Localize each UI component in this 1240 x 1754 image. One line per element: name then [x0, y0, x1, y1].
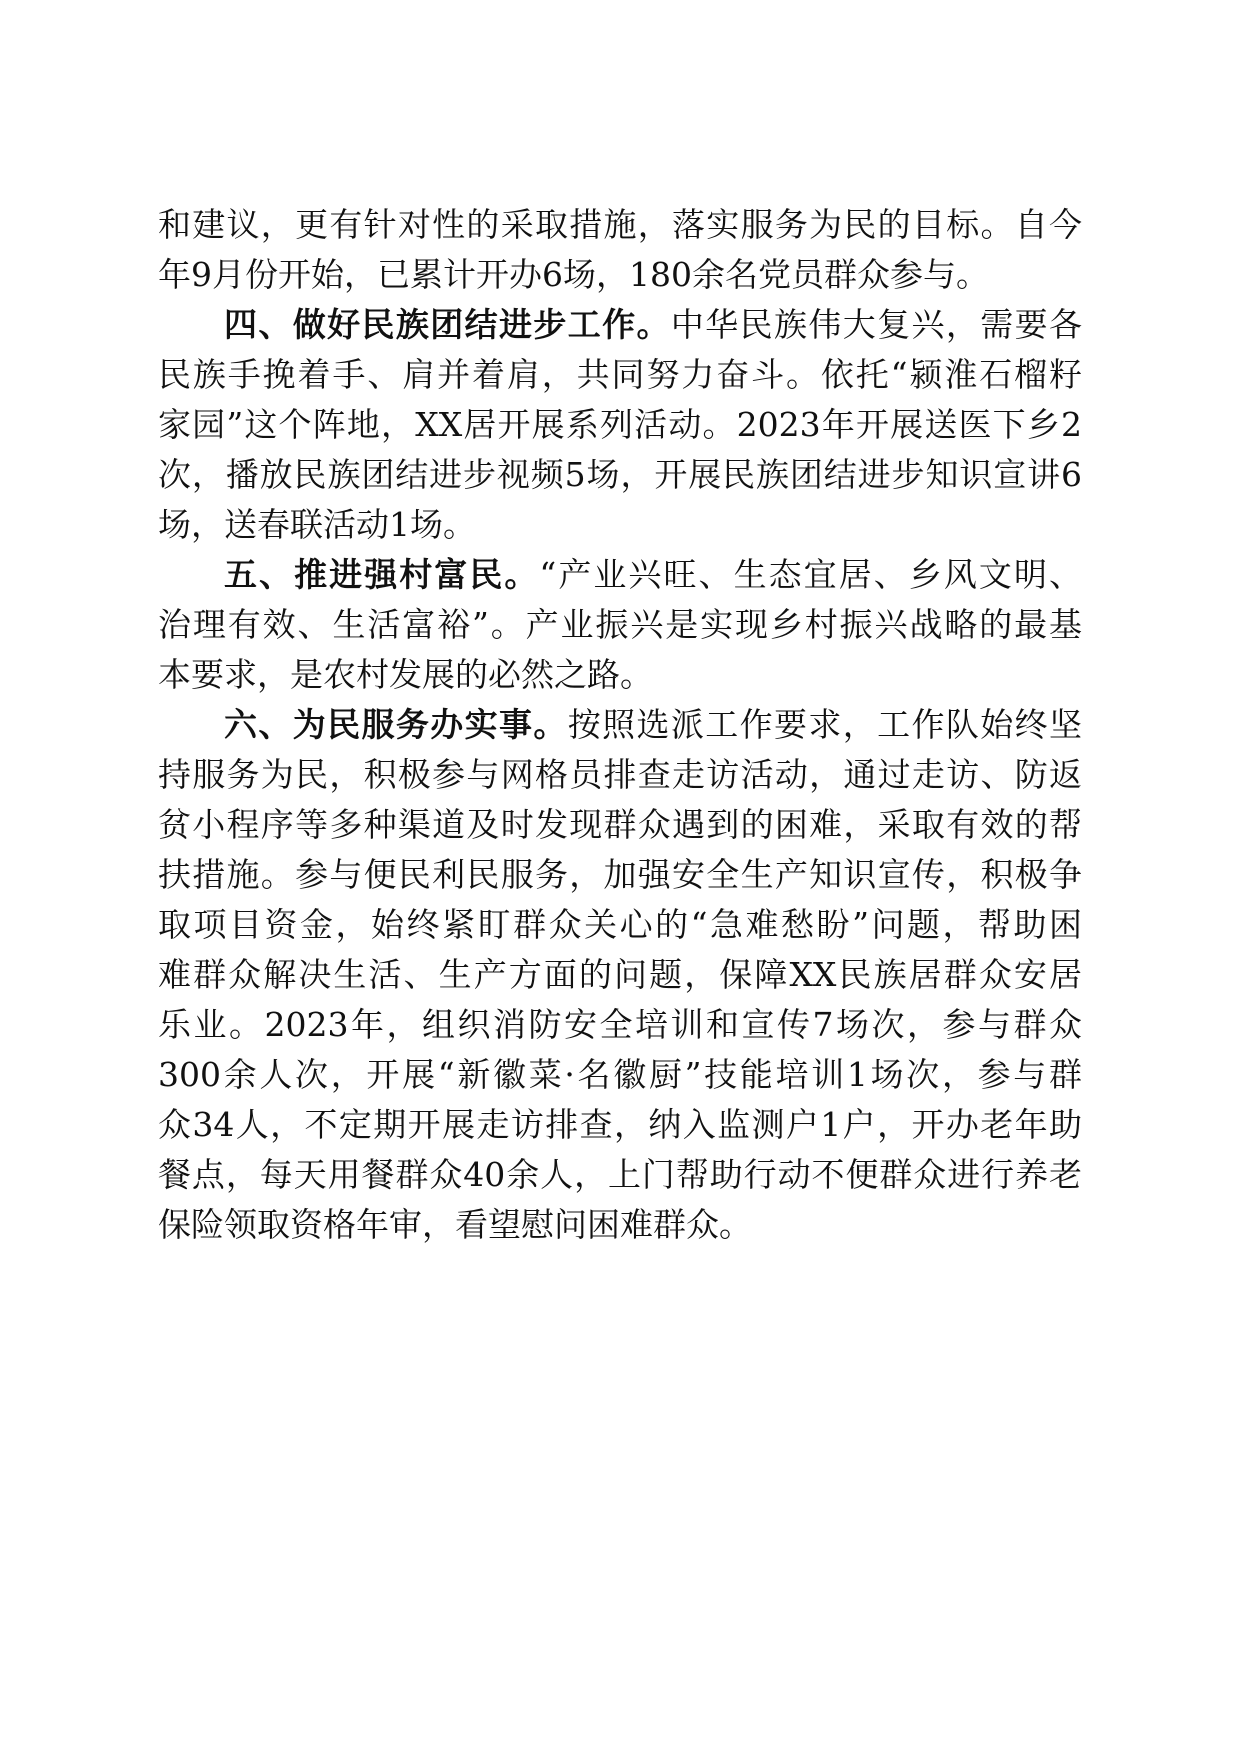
- text-line: 餐点，每天用餐群众40余人，上门帮助行动不便群众进行养老: [158, 1155, 1082, 1194]
- text-line: 扶措施。参与便民利民服务，加强安全生产知识宣传，积极争: [158, 855, 1082, 894]
- paragraph-continuation: [158, 200, 1082, 300]
- text-line: 和建议，更有针对性的采取措施，落实服务为民的目标。自今: [158, 205, 1082, 244]
- paragraph-village-prosperity: [158, 550, 1082, 700]
- text-line: 民族手挽着手、肩并着肩，共同努力奋斗。依托“颍淮石榴籽: [158, 355, 1082, 394]
- text-run: 中华民族伟大复兴，需要各: [670, 305, 1082, 344]
- text-line: 家园”这个阵地，XX居开展系列活动。2023年开展送医下乡2: [158, 405, 1082, 444]
- document-page: [158, 200, 1082, 1250]
- text-line: 本要求，是农村发展的必然之路。: [158, 655, 653, 694]
- text-line: [158, 300, 1082, 350]
- text-line: 保险领取资格年审，看望慰问困难群众。: [158, 1205, 752, 1244]
- section-heading: 五、推进强村富民。: [224, 555, 540, 594]
- text-line: 众34人，不定期开展走访排查，纳入监测户1户，开办老年助: [158, 1105, 1082, 1144]
- text-line: 持服务为民，积极参与网格员排查走访活动，通过走访、防返: [158, 755, 1082, 794]
- text-line: 年9月份开始，已累计开办6场，180余名党员群众参与。: [158, 255, 989, 294]
- text-line: 取项目资金，始终紧盯群众关心的“急难愁盼”问题，帮助困: [158, 905, 1082, 944]
- text-line: [158, 550, 1082, 600]
- text-line: 难群众解决生活、生产方面的问题，保障XX民族居群众安居: [158, 955, 1082, 994]
- text-line: 治理有效、生活富裕”。产业振兴是实现乡村振兴战略的最基: [158, 605, 1082, 644]
- text-line: 贫小程序等多种渠道及时发现群众遇到的困难，采取有效的帮: [158, 805, 1082, 844]
- text-run: 按照选派工作要求，工作队始终坚: [567, 705, 1082, 744]
- text-line: 场，送春联活动1场。: [158, 505, 476, 544]
- section-heading: 四、做好民族团结进步工作。: [224, 305, 671, 344]
- paragraph-ethnic-unity: [158, 300, 1082, 550]
- section-heading: 六、为民服务办实事。: [224, 705, 568, 744]
- text-run: “产业兴旺、生态宜居、乡风文明、: [539, 555, 1082, 594]
- text-line: 次，播放民族团结进步视频5场，开展民族团结进步知识宣讲6: [158, 455, 1082, 494]
- text-line: 乐业。2023年，组织消防安全培训和宣传7场次，参与群众: [158, 1005, 1082, 1044]
- paragraph-public-service: [158, 700, 1082, 1250]
- text-line: 300余人次，开展“新徽菜·名徽厨”技能培训1场次，参与群: [158, 1055, 1082, 1094]
- text-line: [158, 700, 1082, 750]
